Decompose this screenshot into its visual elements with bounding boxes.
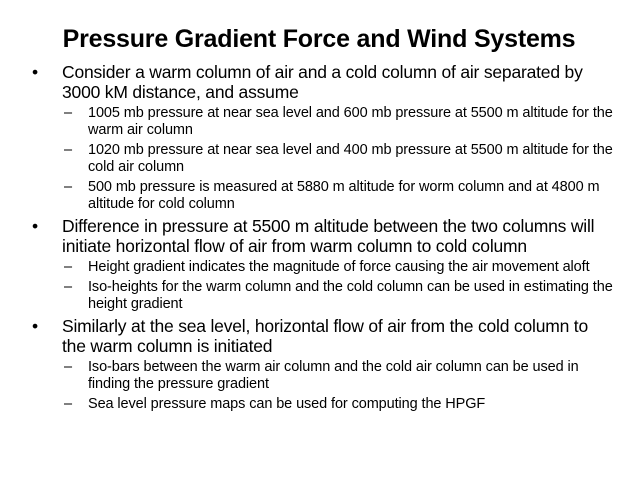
dash-icon: –: [64, 105, 72, 121]
dash-icon: –: [64, 179, 72, 195]
sub-bullet-text: Height gradient indicates the magnitude of force causing the air movement aloft: [88, 259, 590, 275]
sub-bullet-text: Iso-bars between the warm air column and the cold air column can be used in finding the pressure gradient: [88, 359, 579, 392]
dash-icon: –: [64, 396, 72, 412]
sub-bullet-3-2: [30, 396, 615, 413]
sub-bullet-text: Sea level pressure maps can be used for computing the HPGF: [88, 396, 486, 412]
sub-bullet-1-3: [30, 179, 615, 213]
sub-bullet-text: Iso-heights for the warm column and the cold column can be used in estimating the height gradient: [88, 279, 613, 312]
dash-icon: –: [64, 259, 72, 275]
bullet-point-1: [30, 62, 615, 102]
sub-bullet-2-1: [30, 259, 615, 276]
bullet-text: Similarly at the sea level, horizontal flow of air from the cold column to the warm column is initiated: [62, 316, 588, 356]
dash-icon: –: [64, 142, 72, 158]
sub-bullet-3-1: [30, 359, 615, 393]
bullet-point-3: [30, 316, 615, 356]
bullet-text: Consider a warm column of air and a cold column of air separated by 3000 kM distance, and assume: [62, 62, 583, 102]
bullet-text: Difference in pressure at 5500 m altitude between the two columns will initiate horizontal flow of air from warm column to cold column: [62, 216, 595, 256]
sub-bullet-text: 1020 mb pressure at near sea level and 400 mb pressure at 5500 m altitude for the cold air column: [88, 142, 613, 175]
slide-body: [30, 62, 615, 416]
slide-title: Pressure Gradient Force and Wind Systems: [62, 25, 576, 53]
sub-bullet-text: 500 mb pressure is measured at 5880 m altitude for worm column and at 4800 m altitude for cold column: [88, 179, 600, 212]
dash-icon: –: [64, 279, 72, 295]
sub-bullet-text: 1005 mb pressure at near sea level and 600 mb pressure at 5500 m altitude for the warm air column: [88, 105, 613, 138]
sub-bullet-1-1: [30, 105, 615, 139]
sub-bullet-1-2: [30, 142, 615, 176]
sub-bullet-2-2: [30, 279, 615, 313]
dash-icon: –: [64, 359, 72, 375]
bullet-icon: •: [32, 216, 38, 236]
bullet-icon: •: [32, 316, 38, 336]
bullet-point-2: [30, 216, 615, 256]
bullet-icon: •: [32, 62, 38, 82]
